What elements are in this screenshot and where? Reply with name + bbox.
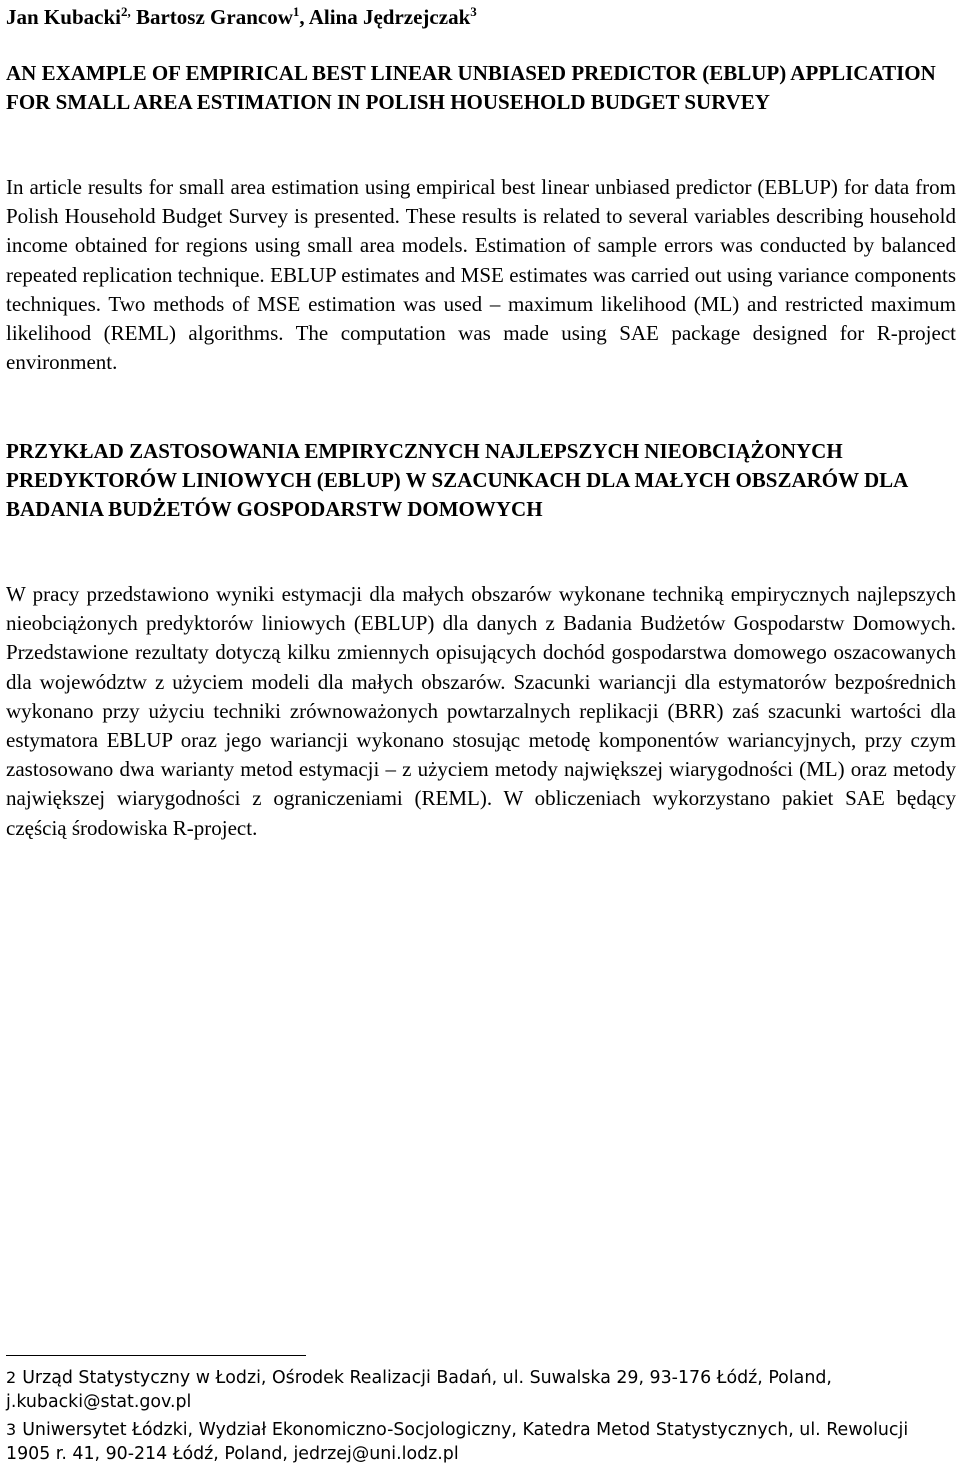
author-line: Jan Kubacki$^{2,}$ Bartosz Grancow$^1$, Alina Jędrzejczak$^3$ bbox=[6, 4, 477, 29]
abstract-english: In article results for small area estimation using empirical best linear unbiased predictor (EBLUP) for data from Polish Household Budget Survey is presented. These results is related to several variables describing household income obtained for regions using small area models. Estimation of sample errors was conducted by balanced repeated replication technique. EBLUP estimates and MSE estimates was carried out using variance components techniques. Two methods of MSE estimation was used – maximum likelihood (ML) and restricted maximum likelihood (REML) algorithms. The computation was made using SAE package designed for R-project environment. bbox=[6, 175, 956, 375]
author-name: Bartosz Grancow bbox=[135, 5, 293, 29]
footnote bbox=[6, 1366, 956, 1414]
author-affiliation-mark: 3 bbox=[470, 4, 477, 19]
footnotes bbox=[6, 1366, 956, 1470]
paper-title-polish: PRZYKŁAD ZASTOSOWANIA EMPIRYCZNYCH NAJLEPSZYCH NIEOBCIĄŻONYCH PREDYKTORÓW LINIOWYCH (EBLUP) W SZACUNKACH DLA MAŁYCH OBSZARÓW DLA BADANIA BUDŻETÓW GOSPODARSTW DOMOWYCH bbox=[6, 439, 908, 521]
author-affiliation-mark: 1 bbox=[292, 4, 300, 19]
paper-title-english: AN EXAMPLE OF EMPIRICAL BEST LINEAR UNBIASED PREDICTOR (EBLUP) APPLICATION FOR SMALL AREA ESTIMATION IN POLISH HOUSEHOLD BUDGET SURVEY bbox=[6, 61, 936, 114]
footnote-number: 2 bbox=[6, 1368, 17, 1387]
footnote bbox=[6, 1418, 956, 1466]
footnote-text: Urząd Statystyczny w Łodzi, Ośrodek Realizacji Badań, ul. Suwalska 29, 93-176 Łódź, Poland, j.kubacki@stat.gov.pl bbox=[6, 1368, 832, 1412]
footnote-divider bbox=[6, 1355, 306, 1356]
footnote-number: 3 bbox=[6, 1420, 17, 1439]
author-name: Alina Jędrzejczak bbox=[308, 5, 471, 29]
abstract-polish: W pracy przedstawiono wyniki estymacji dla małych obszarów wykonane techniką empirycznych najlepszych nieobciążonych predyktorów liniowych (EBLUP) dla danych z Badania Budżetów Gospodarstw Domowych. Przedstawione rezultaty dotyczą kilku zmiennych opisujących dochód gospodarstwa domowego oszacowanych dla województw z użyciem modeli dla małych obszarów. Szacunki wariancji dla estymatorów bezpośrednich wykonano przy użyciu techniki zrównoważonych powtarzalnych replikacji (BRR) zaś szacunki wartości dla estymatora EBLUP oraz jego wariancji wykonano stosując metodę komponentów wariancyjnych, przy czym zastosowano dwa warianty metod estymacji – z użyciem metody największej wiarygodności (ML) oraz metody największej wiarygodności z ograniczeniami (REML). W obliczeniach wykorzystano pakiet SAE będący częścią środowiska R-project. bbox=[6, 582, 956, 840]
author-name: Jan Kubacki bbox=[6, 5, 121, 29]
author-affiliation-mark: 2, bbox=[120, 4, 131, 19]
footnote-text: Uniwersytet Łódzki, Wydział Ekonomiczno-Socjologiczny, Katedra Metod Statystycznych, ul. Rewolucji 1905 r. 41, 90-214 Łódź, Poland, jedrzej@uni.lodz.pl bbox=[6, 1420, 909, 1464]
